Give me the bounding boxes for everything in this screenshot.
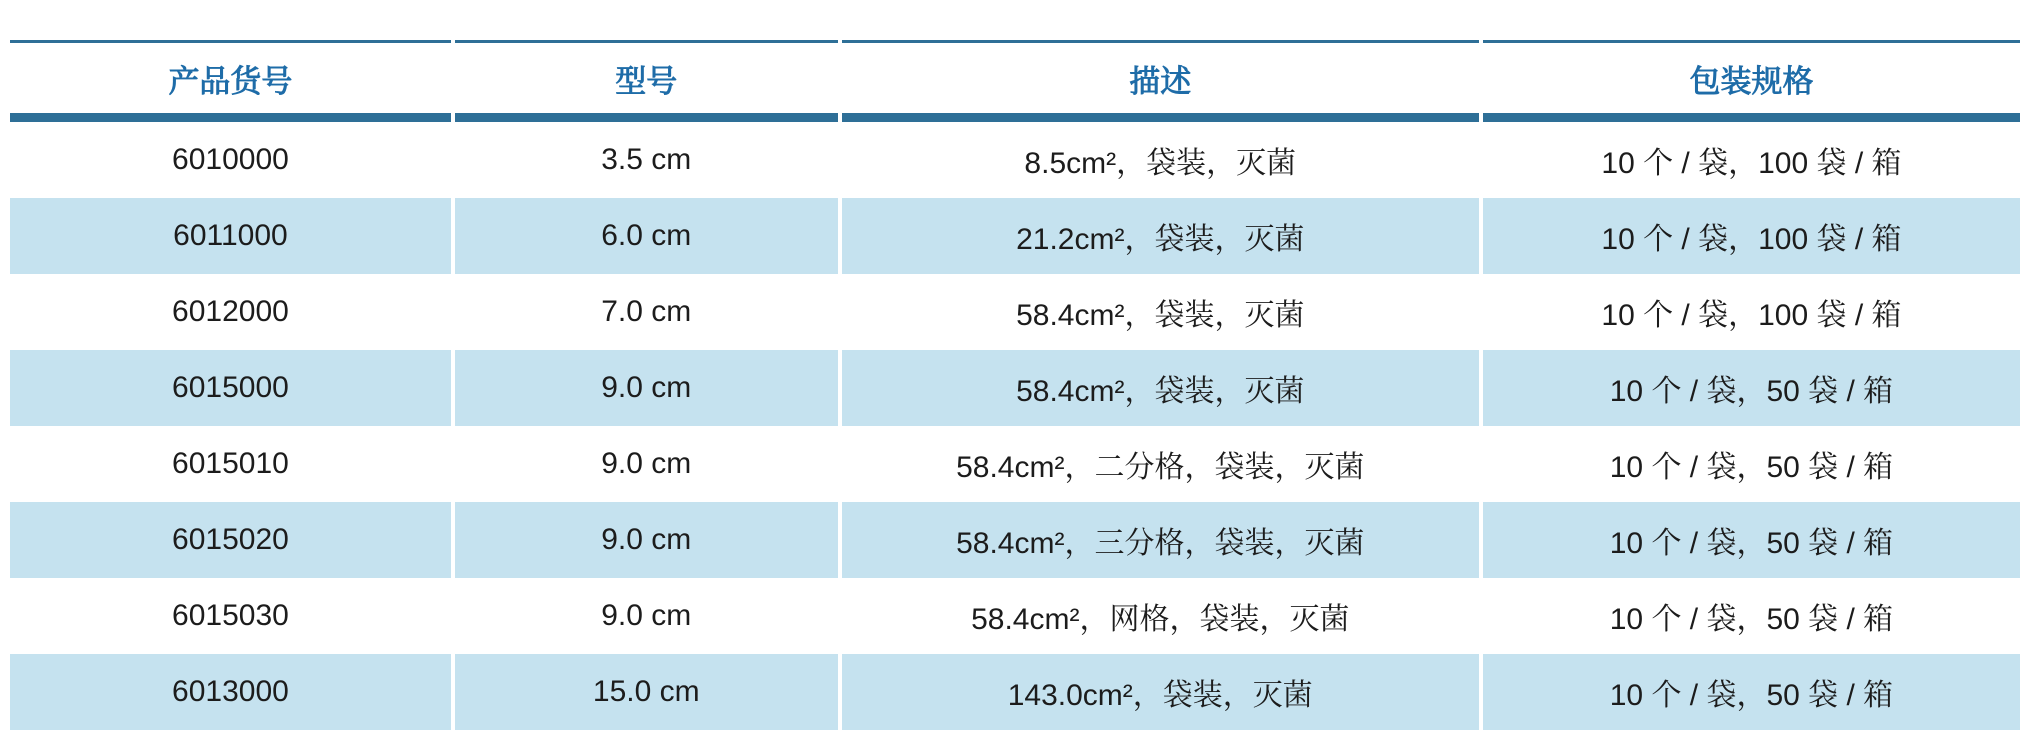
cell-description: 58.4cm²，三分格，袋装，灭菌: [842, 502, 1479, 578]
cell-model: 9.0 cm: [455, 426, 838, 502]
cell-description: 58.4cm²，网格，袋装，灭菌: [842, 578, 1479, 654]
table-row: [10, 122, 2020, 198]
column-header-packaging: 包装规格: [1483, 40, 2020, 122]
cell-packaging: 10 个 / 袋，100 袋 / 箱: [1483, 122, 2020, 198]
cell-product-code: 6010000: [10, 122, 451, 198]
cell-packaging: 10 个 / 袋，50 袋 / 箱: [1483, 426, 2020, 502]
cell-product-code: 6012000: [10, 274, 451, 350]
table-row: [10, 426, 2020, 502]
cell-model: 9.0 cm: [455, 502, 838, 578]
cell-packaging: 10 个 / 袋，50 袋 / 箱: [1483, 578, 2020, 654]
cell-description: 58.4cm²，袋装，灭菌: [842, 350, 1479, 426]
cell-product-code: 6015020: [10, 502, 451, 578]
column-header-description: 描述: [842, 40, 1479, 122]
table-header-row: [10, 40, 2020, 122]
column-header-product-code: 产品货号: [10, 40, 451, 122]
cell-model: 6.0 cm: [455, 198, 838, 274]
cell-product-code: 6015000: [10, 350, 451, 426]
cell-packaging: 10 个 / 袋，50 袋 / 箱: [1483, 502, 2020, 578]
table-row: [10, 502, 2020, 578]
cell-product-code: 6015030: [10, 578, 451, 654]
column-header-model: 型号: [455, 40, 838, 122]
table-row: [10, 274, 2020, 350]
cell-model: 15.0 cm: [455, 654, 838, 730]
table-row: [10, 198, 2020, 274]
product-spec-table: [6, 40, 2024, 730]
cell-description: 58.4cm²，二分格，袋装，灭菌: [842, 426, 1479, 502]
cell-model: 9.0 cm: [455, 578, 838, 654]
cell-packaging: 10 个 / 袋，100 袋 / 箱: [1483, 274, 2020, 350]
cell-product-code: 6015010: [10, 426, 451, 502]
cell-model: 9.0 cm: [455, 350, 838, 426]
cell-description: 8.5cm²，袋装，灭菌: [842, 122, 1479, 198]
cell-description: 58.4cm²，袋装，灭菌: [842, 274, 1479, 350]
cell-description: 143.0cm²，袋装，灭菌: [842, 654, 1479, 730]
table-row: [10, 654, 2020, 730]
cell-product-code: 6011000: [10, 198, 451, 274]
cell-model: 7.0 cm: [455, 274, 838, 350]
cell-product-code: 6013000: [10, 654, 451, 730]
cell-packaging: 10 个 / 袋，50 袋 / 箱: [1483, 654, 2020, 730]
cell-description: 21.2cm²，袋装，灭菌: [842, 198, 1479, 274]
table-row: [10, 578, 2020, 654]
table-row: [10, 350, 2020, 426]
cell-packaging: 10 个 / 袋，50 袋 / 箱: [1483, 350, 2020, 426]
cell-model: 3.5 cm: [455, 122, 838, 198]
cell-packaging: 10 个 / 袋，100 袋 / 箱: [1483, 198, 2020, 274]
